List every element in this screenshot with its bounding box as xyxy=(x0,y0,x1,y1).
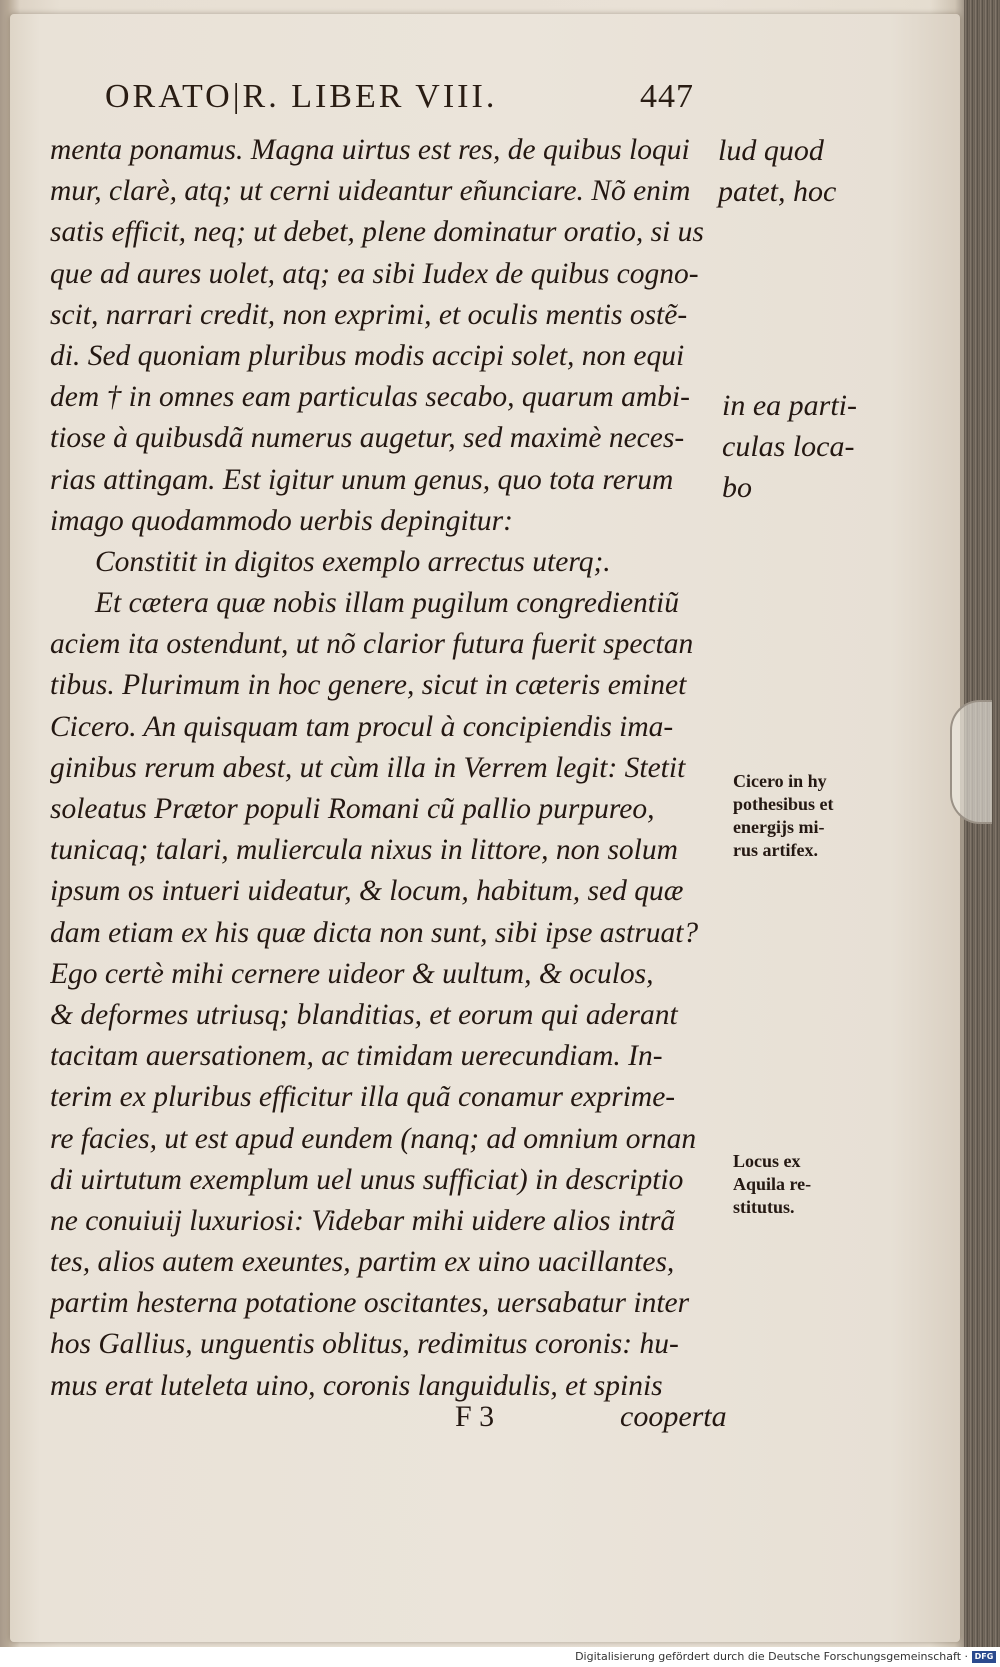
marginal-note-2 xyxy=(722,385,857,508)
text-line: tibus. Plurimum in hoc genere, sicut in cæteris eminet xyxy=(50,669,687,702)
text-line: mus erat luteleta uino, coronis languidulis, et spinis xyxy=(50,1369,663,1402)
main-text xyxy=(50,130,740,1407)
marginal-line: Locus ex xyxy=(733,1151,801,1171)
text-line: tiose à quibusdã numerus augetur, sed maximè neces- xyxy=(50,422,685,455)
text-line: scit, narrari credit, non exprimi, et oculis mentis ostẽ- xyxy=(50,298,688,331)
text-line: tunicaq; talari, muliercula nixus in littore, non solum xyxy=(50,834,678,867)
text-line: & deformes utriusq; blanditias, et eorum qui aderant xyxy=(50,998,678,1031)
marginal-line: in ea parti- xyxy=(722,389,857,422)
text-line: imago quodammodo uerbis depingitur: xyxy=(50,504,513,537)
folio-number: 447 xyxy=(640,78,694,115)
text-line: Et cætera quæ nobis illam pugilum congredientiũ xyxy=(95,587,679,620)
dfg-logo: DFG xyxy=(972,1651,996,1663)
marginal-note-1 xyxy=(718,130,836,212)
text-line: dam etiam ex his quæ dicta non sunt, sibi ipse astruat? xyxy=(50,916,699,949)
text-line: tacitam auersationem, ac timidam uerecundiam. In- xyxy=(50,1040,663,1073)
text-line: Cicero. An quisquam tam procul à concipiendis ima- xyxy=(50,710,674,743)
text-line: que ad aures uolet, atq; ea sibi Iudex de quibus cogno- xyxy=(50,257,699,290)
text-line: aciem ita ostendunt, ut nõ clarior futura fuerit spectan xyxy=(50,628,694,661)
text-line: rias attingam. Est igitur unum genus, quo tota rerum xyxy=(50,463,674,496)
page-clip xyxy=(950,700,992,824)
text-line: mur, clarè, atq; ut cerni uideantur eñunciare. Nõ enim xyxy=(50,175,691,208)
marginal-line: patet, hoc xyxy=(718,175,837,208)
text-line: ipsum os intueri uideatur, & locum, habitum, sed quæ xyxy=(50,875,684,908)
page-header xyxy=(105,78,725,122)
text-line: terim ex pluribus efficitur illa quã conamur exprime- xyxy=(50,1081,676,1114)
signature-mark: F 3 xyxy=(455,1400,495,1433)
marginal-note-3 xyxy=(733,770,834,862)
text-line: Ego certè mihi cernere uideor & uultum, & oculos, xyxy=(50,957,654,990)
text-line: soleatus Prætor populi Romani cũ pallio purpureo, xyxy=(50,793,655,825)
marginal-note-4 xyxy=(733,1150,811,1219)
text-line: partim hesterna potatione oscitantes, uersabatur inter xyxy=(50,1287,690,1320)
marginal-line: lud quod xyxy=(718,134,824,167)
marginal-line: Cicero in hy xyxy=(733,771,827,791)
marginal-line: bo xyxy=(722,471,752,504)
text-line: dem † in omnes eam particulas secabo, quarum ambi- xyxy=(50,381,690,414)
verse-quotation: Constitit in digitos exemplo arrectus uterq;. xyxy=(95,545,611,578)
text-line: hos Gallius, unguentis oblitus, redimitus coronis: hu- xyxy=(50,1328,679,1361)
marginal-line: rus artifex. xyxy=(733,840,818,860)
text-line: re facies, ut est apud eundem (nanq; ad omnium ornan xyxy=(50,1122,697,1155)
marginal-line: energijs mi- xyxy=(733,817,825,837)
marginal-line: culas loca- xyxy=(722,430,855,463)
text-line: ne conuiuij luxuriosi: Videbar mihi uidere alios intrã xyxy=(50,1204,676,1237)
marginal-line: stitutus. xyxy=(733,1197,795,1217)
credit-text: Digitalisierung gefördert durch die Deutsche Forschungsgemeinschaft · xyxy=(575,1650,968,1663)
credit-bar xyxy=(0,1647,1000,1667)
marginal-line: pothesibus et xyxy=(733,794,834,814)
text-line: ginibus rerum abest, ut cùm illa in Verrem legit: Stetit xyxy=(50,751,686,784)
text-line: di uirtutum exemplum uel unus sufficiat) in descriptio xyxy=(50,1163,684,1196)
text-line: di. Sed quoniam pluribus modis accipi solet, non equi xyxy=(50,339,685,372)
text-line: satis efficit, neq; ut debet, plene dominatur oratio, si us xyxy=(50,216,704,249)
catchword: cooperta xyxy=(620,1400,727,1433)
text-line: tes, alios autem exeuntes, partim ex uino uacillantes, xyxy=(50,1246,675,1279)
marginal-line: Aquila re- xyxy=(733,1174,812,1194)
text-line: menta ponamus. Magna uirtus est res, de quibus loqui xyxy=(50,134,690,166)
running-title: ORATO|R. LIBER VIII. xyxy=(105,78,498,115)
